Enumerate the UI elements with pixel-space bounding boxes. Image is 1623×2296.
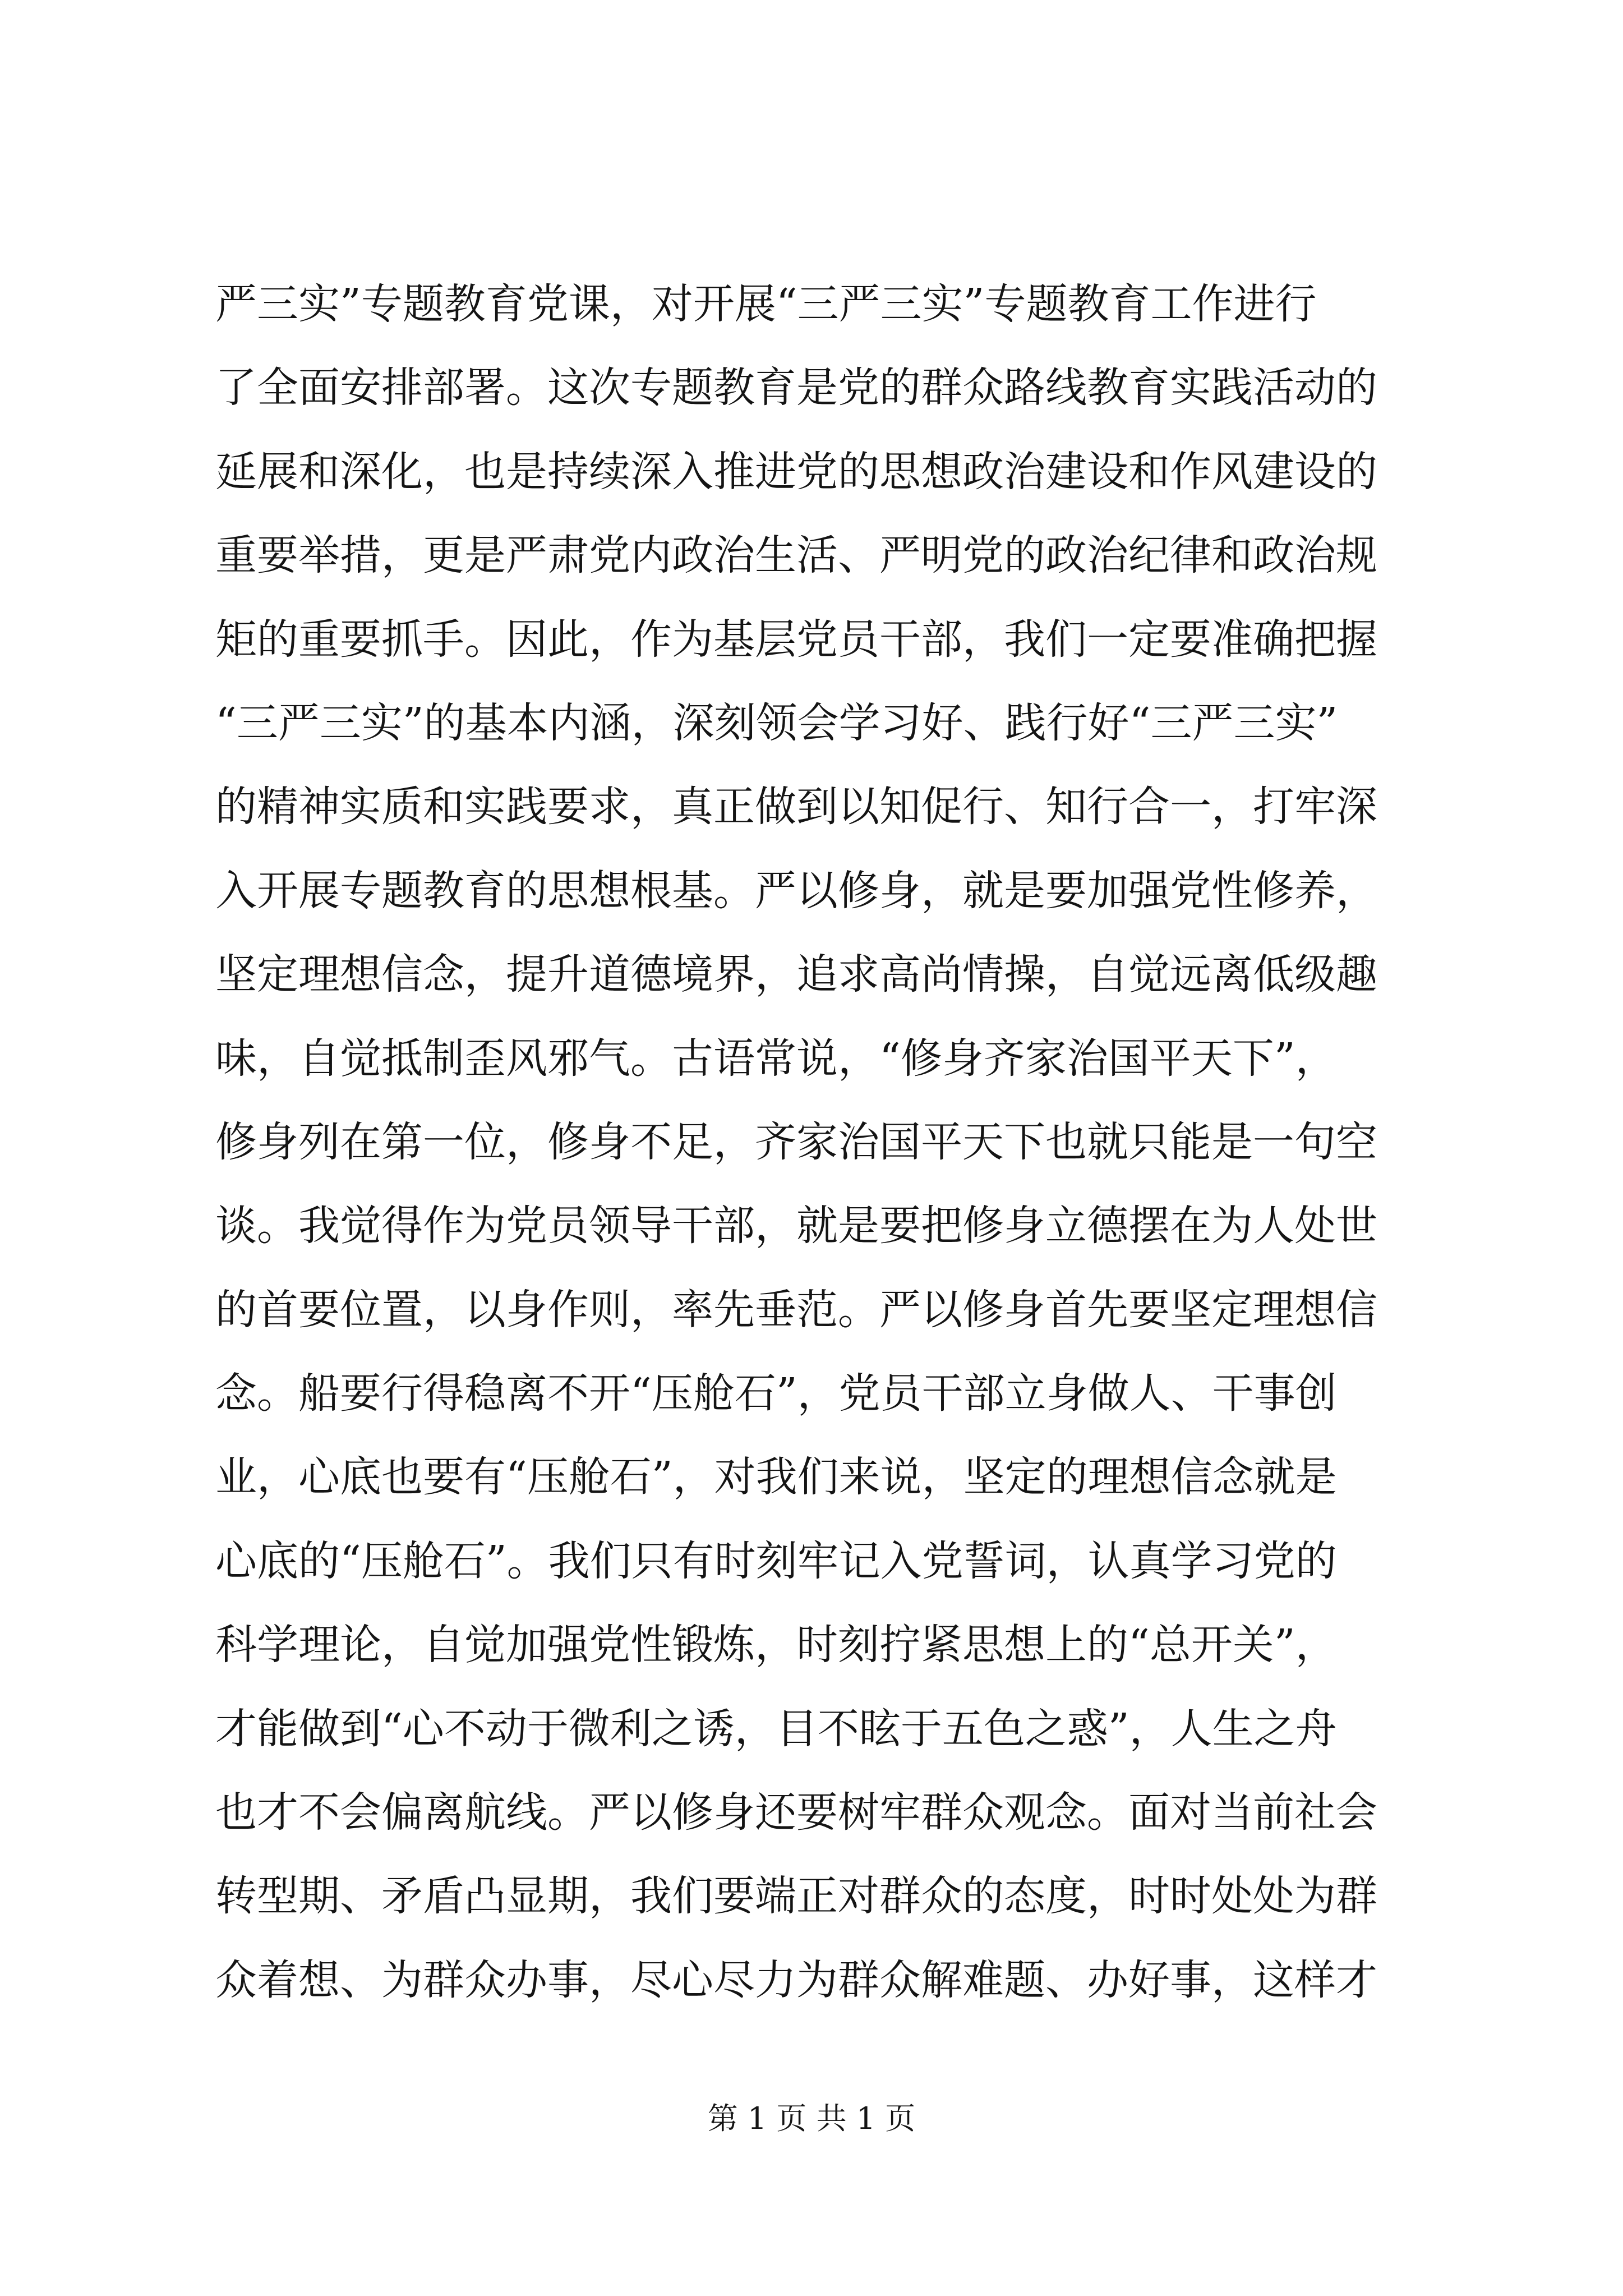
page-number-label: 第 1 页 共 1 页 xyxy=(707,2101,916,2136)
text-line: 延展和深化，也是持续深入推进党的思想政治建设和作风建设的 xyxy=(215,447,1377,496)
text-line: 也才不会偏离航线。严以修身还要树牢群众观念。面对当前社会 xyxy=(215,1788,1377,1837)
body-text xyxy=(215,263,1427,2022)
text-line: 众着想、为群众办事，尽心尽力为群众解难题、办好事，这样才 xyxy=(215,1955,1377,2004)
page-footer xyxy=(0,2099,1623,2138)
text-line: 的首要位置，以身作则，率先垂范。严以修身首先要坚定理想信 xyxy=(215,1285,1377,1334)
text-line: 了全面安排部署。这次专题教育是党的群众路线教育实践活动的 xyxy=(215,364,1377,412)
text-line: 念。船要行得稳离不开“压舱石”，党员干部立身做人、干事创 xyxy=(215,1369,1337,1418)
text-line: 修身列在第一位，修身不足，齐家治国平天下也就只能是一句空 xyxy=(215,1117,1377,1166)
text-line: 的精神实质和实践要求，真正做到以知促行、知行合一，打牢深 xyxy=(215,783,1377,831)
text-line: 重要举措，更是严肃党内政治生活、严明党的政治纪律和政治规 xyxy=(215,531,1377,580)
text-line: 入开展专题教育的思想根基。严以修身，就是要加强党性修养， xyxy=(215,866,1377,915)
text-line: 转型期、矛盾凸显期，我们要端正对群众的态度，时时处处为群 xyxy=(215,1872,1377,1921)
text-line: 谈。我觉得作为党员领导干部，就是要把修身立德摆在为人处世 xyxy=(215,1202,1377,1250)
text-line: 才能做到“心不动于微利之诱，目不眩于五色之惑”，人生之舟 xyxy=(215,1704,1337,1753)
text-line: 味，自觉抵制歪风邪气。古语常说，“修身齐家治国平天下”， xyxy=(215,1034,1337,1083)
text-line: 坚定理想信念，提升道德境界，追求高尚情操，自觉远离低级趣 xyxy=(215,950,1377,999)
text-line: 严三实”专题教育党课，对开展“三严三实”专题教育工作进行 xyxy=(215,280,1317,328)
text-line: 心底的“压舱石”。我们只有时刻牢记入党誓词，认真学习党的 xyxy=(215,1536,1337,1585)
text-line: 业，心底也要有“压舱石”，对我们来说，坚定的理想信念就是 xyxy=(215,1453,1337,1502)
text-line: 科学理论，自觉加强党性锻炼，时刻拧紧思想上的“总开关”， xyxy=(215,1621,1337,1669)
text-line: “三严三实”的基本内涵，深刻领会学习好、践行好“三严三实” xyxy=(215,698,1338,747)
text-line: 矩的重要抓手。因此，作为基层党员干部，我们一定要准确把握 xyxy=(215,615,1377,664)
